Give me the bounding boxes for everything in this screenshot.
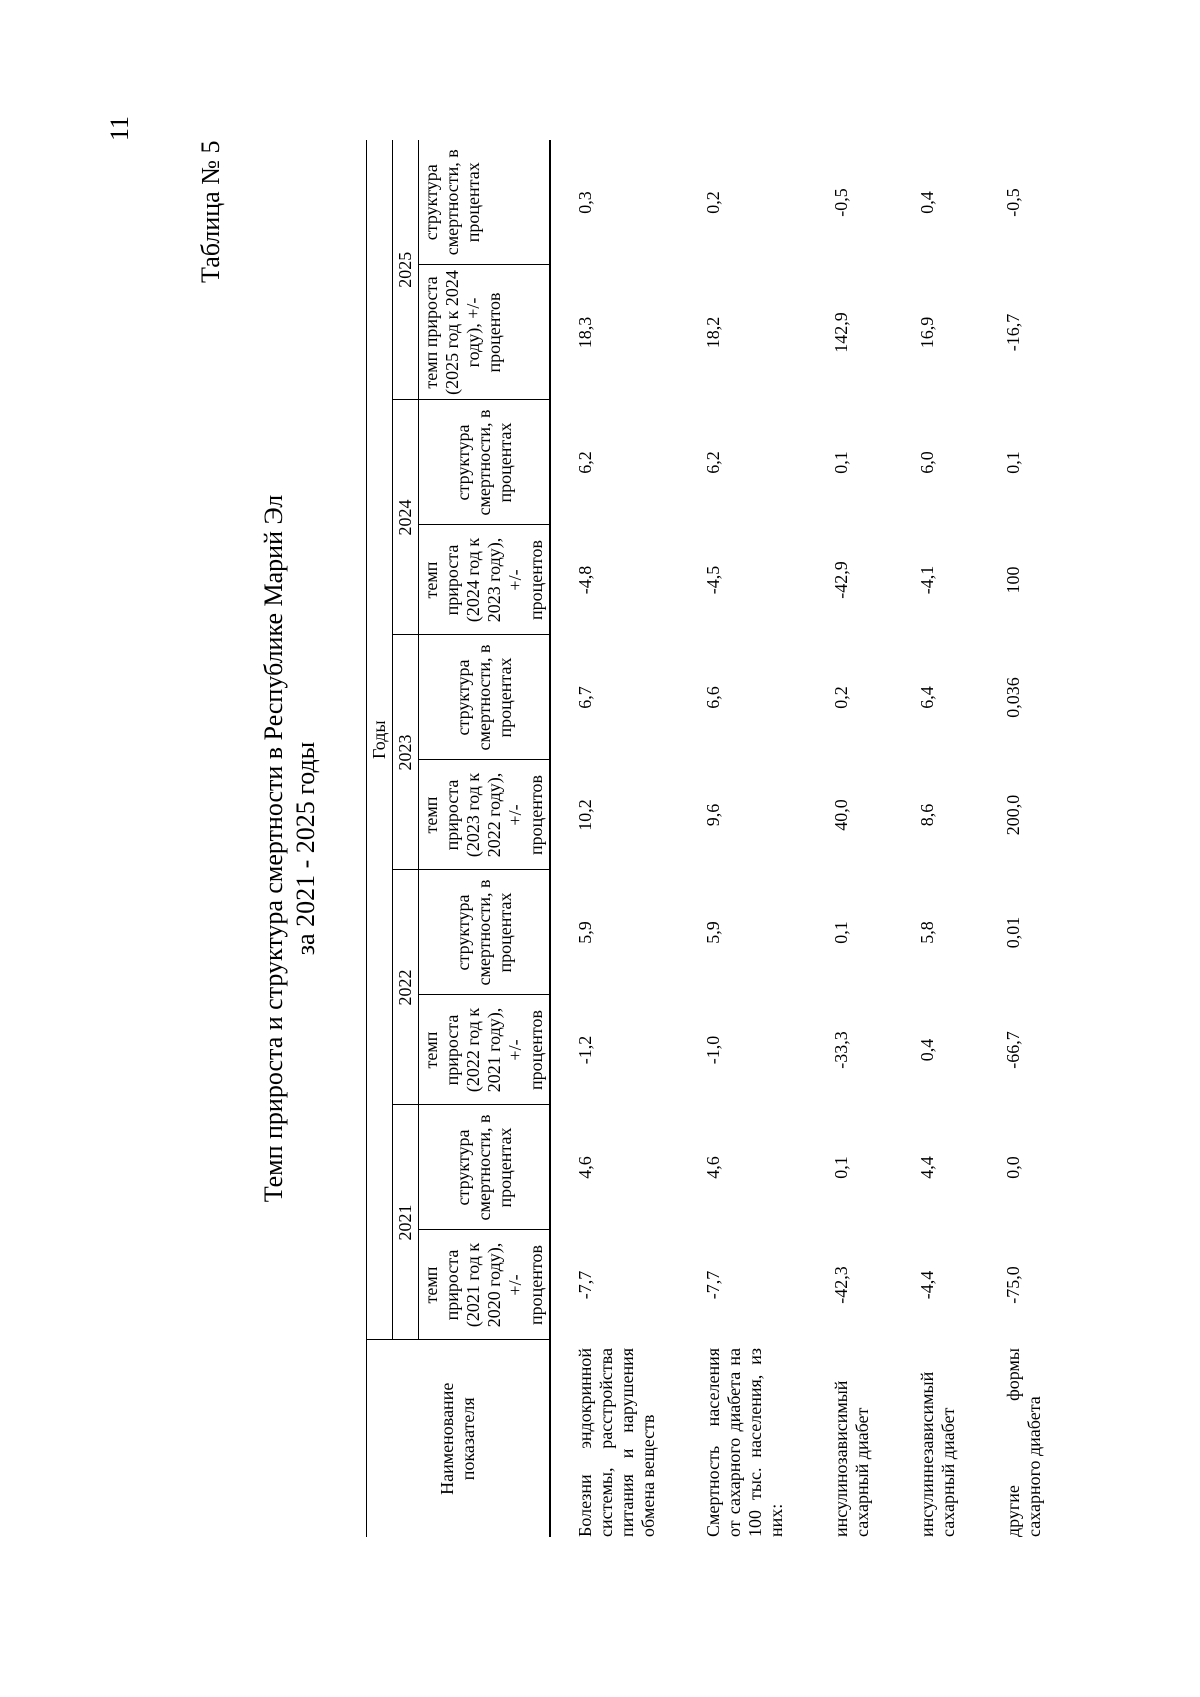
structure-header-2022: структура смертности, в процентах — [419, 870, 551, 995]
table-cell: 4,6 — [575, 1156, 595, 1179]
table-row — [893, 140, 979, 1537]
table-cell: 5,8 — [917, 921, 937, 944]
table-cell: 6,4 — [917, 686, 937, 709]
table-title-line-2: за 2021 - 2025 годы — [291, 741, 320, 956]
table-cell: 0,01 — [1003, 916, 1023, 949]
table-cell: 5,9 — [703, 921, 723, 944]
table-cell: 18,2 — [703, 316, 723, 349]
row-name: Смертность населения от сахарного диабета на 100 тыс. населения, из них: — [703, 1348, 786, 1537]
table-cell: 18,3 — [575, 316, 595, 349]
mortality-table — [366, 140, 1065, 1537]
year-header-2024: 2024 — [393, 400, 419, 635]
table-cell: 0,2 — [703, 191, 723, 214]
table-cell: -4,8 — [575, 565, 595, 595]
table-cell: 4,6 — [703, 1156, 723, 1179]
structure-header-2024: структура смертности, в процентах — [419, 400, 551, 525]
year-header-2022: 2022 — [393, 870, 419, 1105]
years-group-header: Годы — [367, 140, 393, 1340]
table-label: Таблица № 5 — [196, 140, 225, 283]
table-cell: 0,1 — [831, 451, 851, 474]
growth-rate-header-2021: темп прироста (2021 год к 2020 году), +/- процентов — [419, 1230, 551, 1340]
table-cell: 16,9 — [917, 316, 937, 349]
page-number: 11 — [105, 115, 134, 141]
table-cell: 4,4 — [917, 1156, 937, 1179]
row-name: другие формы сахарного диабета — [1003, 1348, 1044, 1537]
table-cell: -7,7 — [575, 1270, 595, 1300]
table-cell: -33,3 — [831, 1031, 851, 1069]
table-cell: 8,6 — [917, 803, 937, 827]
table-cell: 0,3 — [575, 191, 595, 214]
table-cell: 6,6 — [703, 686, 723, 709]
table-cell: -66,7 — [1003, 1031, 1023, 1069]
table-title-line-1: Темп прироста и структура смертности в Республике Марий Эл — [259, 494, 288, 1203]
table-row — [550, 140, 679, 1537]
table-row — [679, 140, 807, 1537]
table-cell: 6,7 — [575, 686, 595, 709]
table-cell: 100 — [1003, 566, 1023, 594]
growth-rate-header-2023: темп прироста (2023 год к 2022 году), +/- процентов — [419, 760, 551, 870]
table-cell: 6,2 — [575, 451, 595, 474]
growth-rate-header-2022: темп прироста (2022 год к 2021 году), +/- процентов — [419, 995, 551, 1105]
table-cell: 6,0 — [917, 451, 937, 474]
structure-header-2025: структура смертности, в процентах — [419, 140, 551, 265]
table-cell: -1,0 — [703, 1035, 723, 1065]
table-cell: 6,2 — [703, 451, 723, 474]
table-cell: -7,7 — [703, 1270, 723, 1300]
table-cell: 0,4 — [917, 1038, 937, 1062]
row-name: инсулинозависимый сахарный диабет — [831, 1380, 872, 1537]
table-cell: 142,9 — [831, 312, 851, 353]
table-cell: -0,5 — [831, 188, 851, 217]
table-cell: 0,036 — [1003, 677, 1023, 718]
table-cell: -0,5 — [1003, 188, 1023, 217]
growth-rate-header-2024: темп прироста (2024 год к 2023 году), +/- процентов — [419, 525, 551, 635]
row-name: Болезни эндокринной системы, расстройства питания и нарушения обмена веществ — [575, 1348, 658, 1537]
table-cell: -4,4 — [917, 1270, 937, 1300]
table-cell: -4,1 — [917, 565, 937, 595]
year-header-2025: 2025 — [393, 140, 419, 400]
table-cell: 200,0 — [1003, 794, 1023, 836]
table-cell: 9,6 — [703, 803, 723, 827]
structure-header-2021: структура смертности, в процентах — [419, 1105, 551, 1230]
growth-rate-header-2025: темп прироста (2025 год к 2024 году), +/- процентов — [419, 265, 551, 400]
table-cell: 10,2 — [575, 799, 595, 831]
table-cell: 0,4 — [917, 191, 937, 214]
table-cell: -4,5 — [703, 565, 723, 595]
table-cell: 0,1 — [831, 921, 851, 944]
table-cell: 0,0 — [1003, 1156, 1023, 1179]
table-cell: 0,1 — [831, 1156, 851, 1179]
year-header-2023: 2023 — [393, 635, 419, 870]
table-cell: -42,9 — [831, 561, 851, 599]
structure-header-2023: структура смертности, в процентах — [419, 635, 551, 760]
name-column-header: Наименование показателя — [367, 1340, 551, 1537]
table-cell: -75,0 — [1003, 1266, 1023, 1304]
table-cell: -42,3 — [831, 1266, 851, 1304]
table-row — [979, 140, 1065, 1537]
table-cell: 5,9 — [575, 921, 595, 944]
table-cell: -1,2 — [575, 1035, 595, 1065]
table-cell: 40,0 — [831, 799, 851, 831]
table-cell: -16,7 — [1003, 313, 1023, 352]
table-cell: 0,1 — [1003, 451, 1023, 474]
year-header-2021: 2021 — [393, 1105, 419, 1340]
row-name: инсулиннезависимый сахарный диабет — [917, 1371, 958, 1537]
table-cell: 0,2 — [831, 686, 851, 709]
table-row — [807, 140, 893, 1537]
